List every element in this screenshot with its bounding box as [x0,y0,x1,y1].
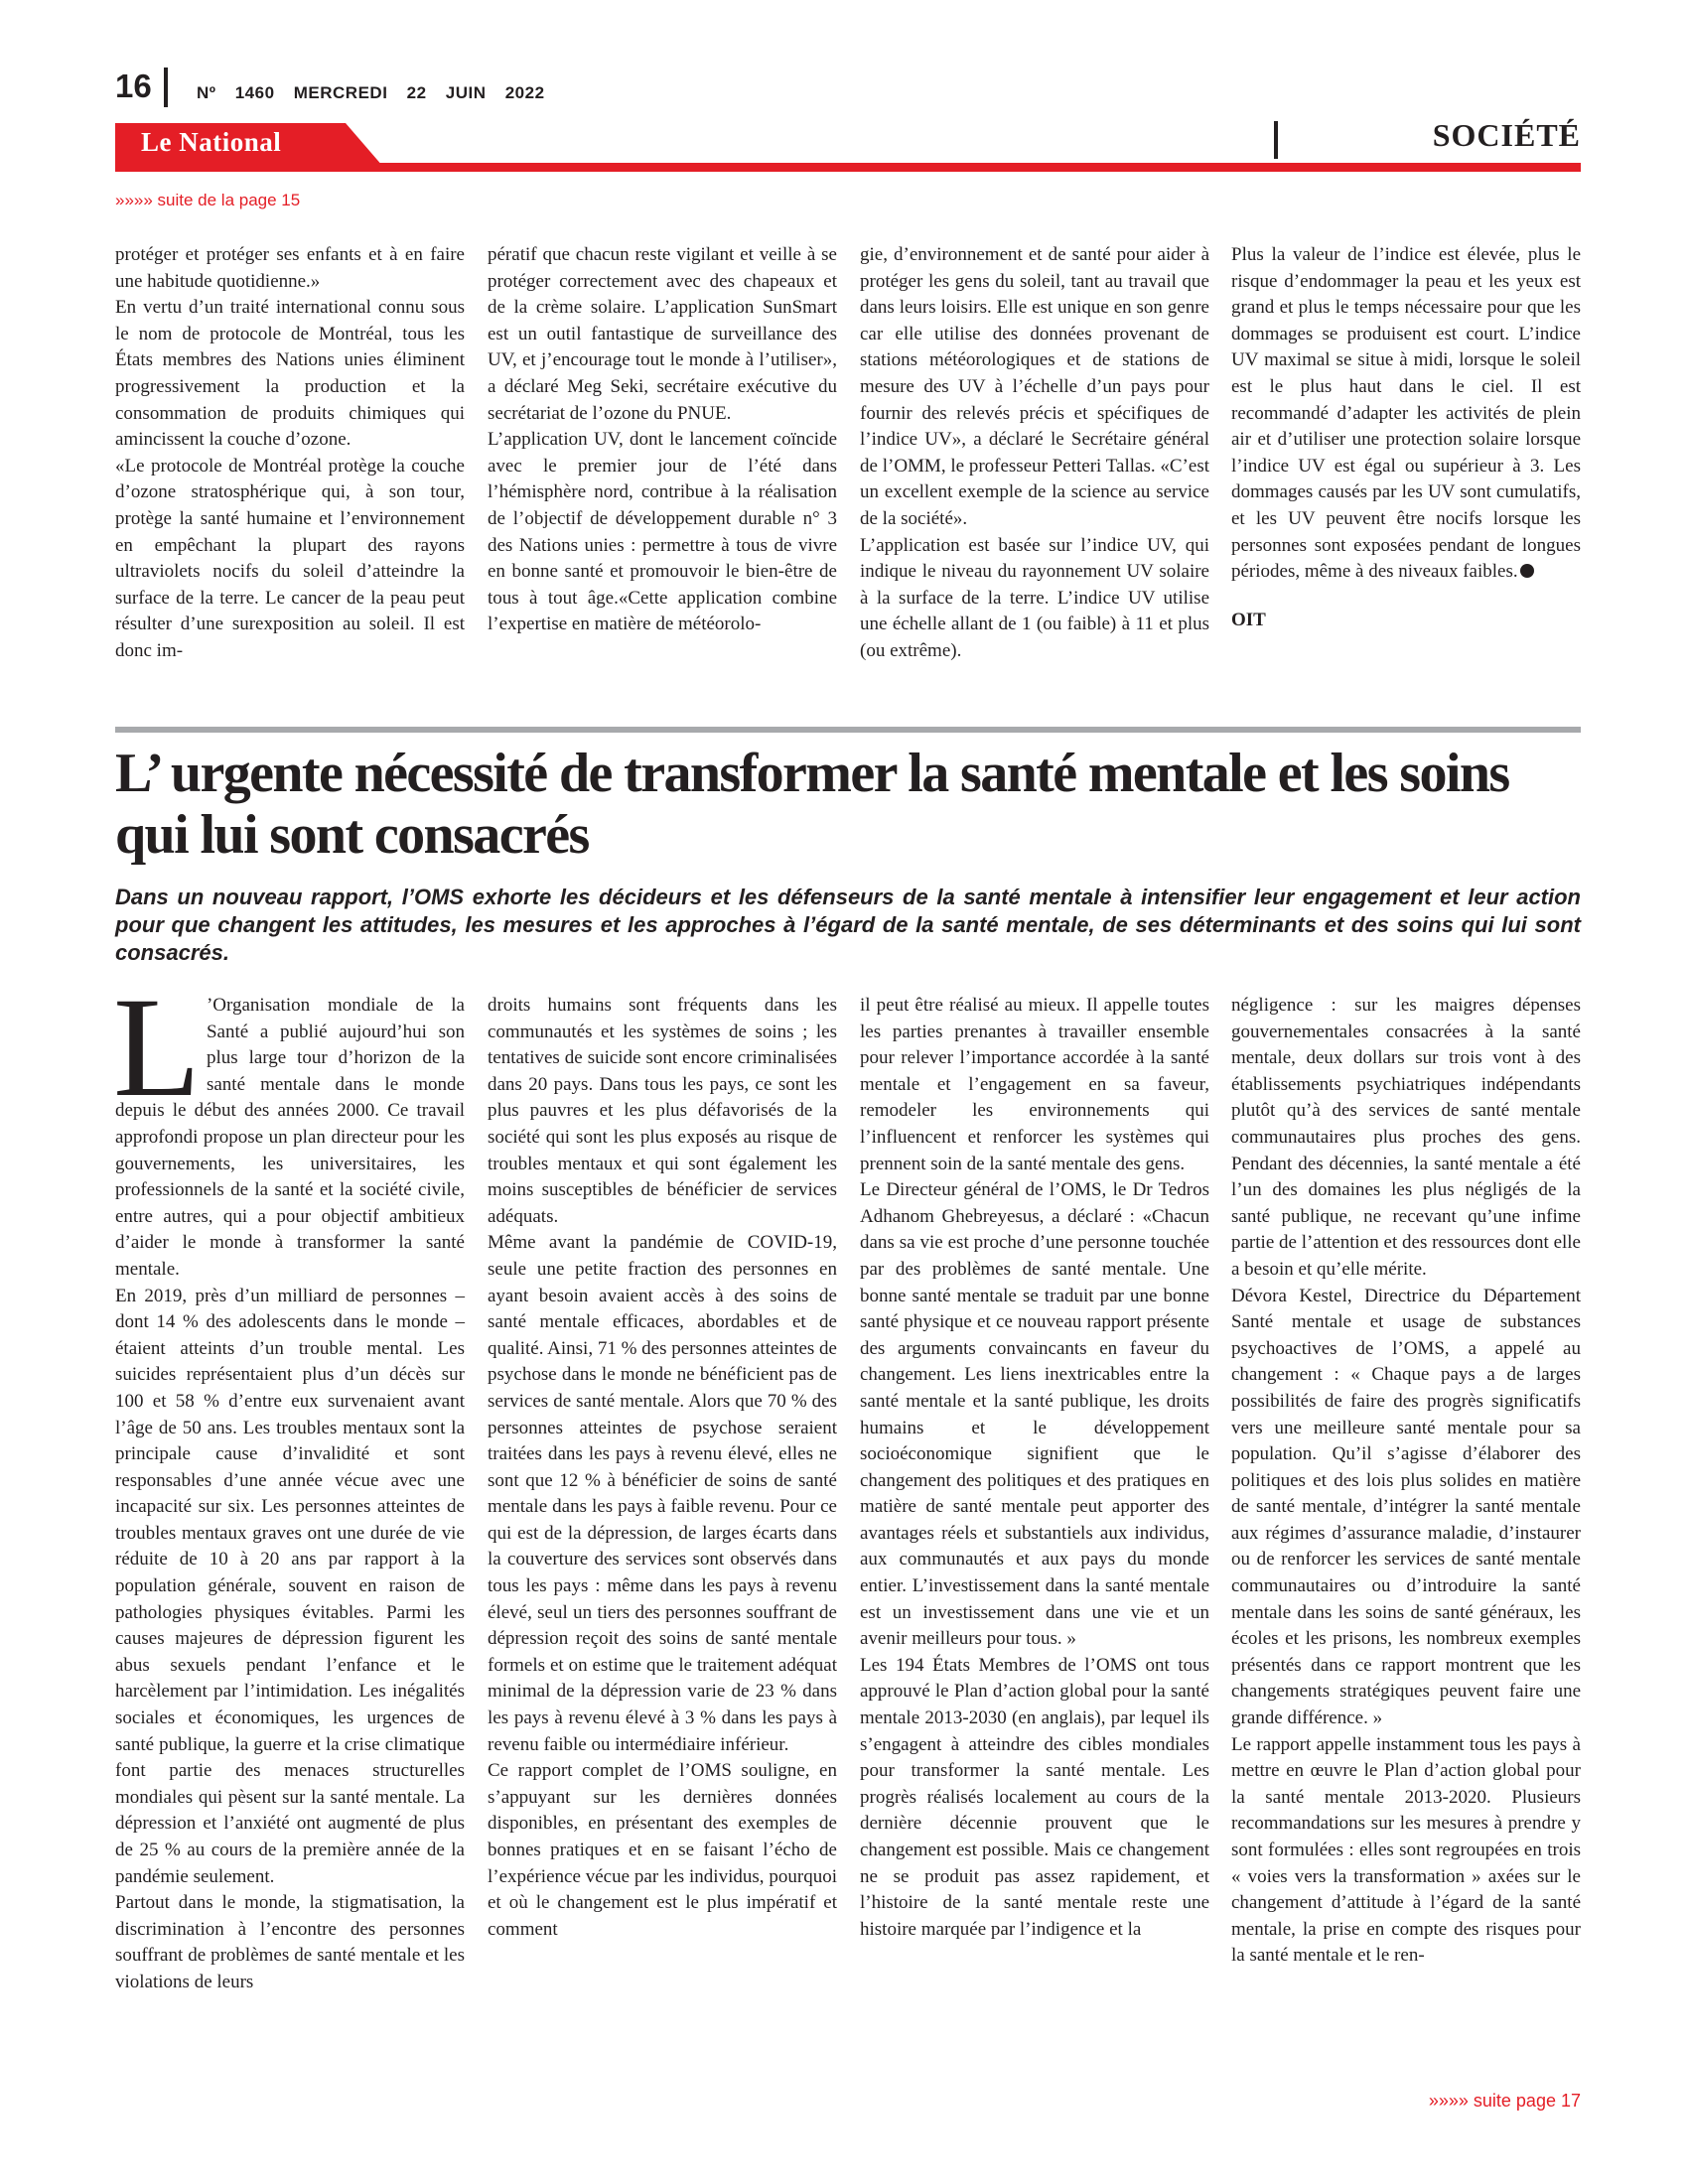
article-signature: OIT [1231,609,1266,630]
page-number: 16 [115,68,152,104]
paragraph: L’application est basée sur l’indice UV, qui indique le niveau du rayonnement UV solaire à la surface de la terre. L’indice UV utilise une échelle allant de 1 (ou faible) à 11 et plus (ou extrême). [860,534,1209,661]
continued-on-link[interactable]: »»»» suite page 17 [1428,2091,1581,2111]
article-column-3 [860,993,1209,1943]
paragraph: gie, d’environnement et de santé pour aider à protéger les gens du soleil, tant au travail que dans leurs loisirs. Elle est unique en son genre car elle utilise des données provenant de stations météorologiques et de stations de mesure des UV à l’échelle d’un pays pour fournir des relevés précis et spécifiques de l’indice UV», a déclaré le Secrétaire général de l’OMM, le professeur Petteri Tallas. «C’est un excellent exemple de la science au service de la société». [860,244,1209,529]
article-lede: Dans un nouveau rapport, l’OMS exhorte les décideurs et les défenseurs de la santé mentale à intensifier leur engagement et leur action pour que changent les attitudes, les mesures et les approches à l’égard de la santé mentale, de ses déterminants et des soins qui lui sont consacrés. [115,885,1581,965]
article-separator [115,727,1581,733]
newspaper-logo: Le National [141,127,282,157]
paragraph: Les 194 États Membres de l’OMS ont tous approuvé le Plan d’action global pour la santé mentale 2013-2030 (en anglais), par lequel ils s’engagent à atteindre des cibles mondiales pour transformer la santé mentale. Les progrès réalisés localement au cours de la dernière décennie prouvent que le changement est possible. Mais ce changement ne se produit pas assez rapidement, et l’histoire de la santé mentale reste une histoire marquée par l’indigence et la [860,1654,1209,1940]
paragraph: Même avant la pandémie de COVID-19, seule une petite fraction des personnes en ayant besoin avaient accès à des soins de santé mentale efficaces, abordables et de qualité. Ainsi, 71 % des personnes atteintes de psychose dans le monde ne bénéficient pas de services de santé mentale. Alors que 70 % des personnes atteintes de psychose seraient traitées dans les pays à revenu élevé, elles ne sont que 12 % à bénéficier de soins de santé mentale dans les pays à faible revenu. Pour ce qui est de la dépression, de larges écarts dans la couverture des services sont observés dans tous les pays : même dans les pays à revenu élevé, seul un tiers des personnes souffrant de dépression reçoit des soins de santé mentale formels et on estime que le traitement adéquat minimal de la dépression varie de 23 % dans les pays à revenu élevé à 3 % dans les pays à revenu faible ou intermédiaire inférieur. [488,1232,837,1755]
article-column-4 [1231,993,1581,1970]
article-headline: L’ urgente nécessité de transformer la santé mentale et les soins qui lui sont consacrés [115,743,1509,866]
paragraph: Le rapport appelle instamment tous les pays à mettre en œuvre le Plan d’action global pour la santé mentale 2013-2020. Plusieurs recommandations sur les mesures à prendre y sont formulées : elles sont regroupées en trois « voies vers la transformation » axées sur le changement d’attitude à l’égard de la santé mentale, la prise en compte des risques pour la santé mentale et le ren- [1231,1733,1581,1967]
paragraph-text: Plus la valeur de l’indice est élevée, plus le risque d’endommager la peau et les yeux est grand et plus le temps nécessaire pour que les dommages se produisent est court. L’indice UV maximal se situe à midi, lorsque le soleil est le plus haut dans le ciel. Il est recommandé d’adapter les activités de plein air et d’utiliser une protection solaire lorsque l’indice UV est égal ou supérieur à 3. Les dommages causés par les UV sont cumulatifs, et les UV peuvent être nocifs lorsque les personnes sont exposées pendant de longues périodes, même à des niveaux faibles. [1231,244,1581,583]
paragraph: il peut être réalisé au mieux. Il appelle toutes les parties prenantes à travailler ensemble pour relever l’importance accordée à la santé mentale et l’engagement en sa faveur, remodeler les environnements qui l’influencent et renforcer les systèmes qui prennent soin de la santé mentale des gens. [860,995,1209,1174]
prev-article-column-4 [1231,242,1581,633]
article-column-2 [488,993,837,1943]
continued-from-label: »»»» suite de la page 15 [115,191,301,209]
header-red-rule [115,163,1581,172]
end-of-article-icon [1520,564,1534,578]
paragraph: pératif que chacun reste vigilant et veille à se protéger correctement avec des chapeaux et de la crème solaire. L’application SunSmart est un outil fantastique de surveillance des UV, et j’encourage tout le monde à l’utiliser», a déclaré Meg Seki, secrétaire exécutive du secrétariat de l’ozone du PNUE. [488,244,837,424]
paragraph-text: ’Organisation mondiale de la Santé a publié aujourd’hui son plus large tour d’horizon de la santé mentale dans le monde depuis le début des années 2000. Ce travail approfondi propose un plan directeur pour les gouvernements, les universitaires, les professionnels de la santé et la société civile, entre autres, qui a pour objectif ambitieux d’aider le monde à transformer la santé mentale. [115,995,465,1280]
paragraph: En 2019, près d’un milliard de personnes – dont 14 % des adolescents dans le monde – étaient atteints d’un trouble mental. Les suicides représentaient plus d’un décès sur 100 et 58 % d’entre eux survenaient avant l’âge de 50 ans. Les troubles mentaux sont la principale cause d’invalidité et sont responsables d’une année vécue avec une incapacité sur six. Les personnes atteintes de troubles mentaux graves ont une durée de vie réduite de 10 à 20 ans par rapport à la population générale, souvent en raison de pathologies physiques évitables. Parmi les causes majeures de dépression figurent les abus sexuels pendant l’enfance et le harcèlement par l’intimidation. Les inégalités sociales et économiques, les urgences de santé publique, la guerre et la crise climatique font partie des menaces structurelles mondiales qui pèsent sur la santé mentale. La dépression et l’anxiété ont augmenté de plus de 25 % au cours de la première année de la pandémie seulement. [115,1285,465,1887]
prev-article-column-2 [488,242,837,638]
section-title: SOCIÉTÉ [1432,117,1581,153]
paragraph: négligence : sur les maigres dépenses gouvernementales consacrées à la santé mentale, deux dollars sur trois vont à des établissements psychiatriques indépendants plutôt qu’à des services de santé mentale communautaires plus proches des gens. Pendant des décennies, la santé mentale a été l’un des domaines les plus négligés de la santé publique, ne recevant qu’une infime partie de l’attention et des ressources dont elle a besoin et qu’elle mérite. [1231,995,1581,1280]
issue-date-line: Nº 1460 MERCREDI 22 JUIN 2022 [197,83,545,102]
paragraph: Le Directeur général de l’OMS, le Dr Tedros Adhanom Ghebreyesus, a déclaré : «Chacun dans sa vie est proche d’une personne touchée par des problèmes de santé mentale. Une bonne santé mentale se traduit par une bonne santé physique et ce nouveau rapport présente des arguments convaincants en faveur du changement. Les liens inextricables entre la santé mentale et la santé publique, les droits humains et le développement socioéconomique signifient que le changement des politiques et des pratiques en matière de santé mentale peut apporter des avantages réels et substantiels aux individus, aux communautés et aux pays du monde entier. L’investissement dans la santé mentale est un investissement dans une vie et un avenir meilleurs pour tous. » [860,1179,1209,1650]
section-divider [1274,121,1278,159]
prev-article-column-1 [115,242,465,665]
drop-cap: L [113,969,201,1127]
paragraph: En vertu d’un traité international connu sous le nom de protocole de Montréal, tous les États membres des Nations unies éliminent progressivement la production et la consommation de produits chimiques qui amincissent la couche d’ozone. [115,297,465,451]
page-number-divider [164,68,168,107]
paragraph: Ce rapport complet de l’OMS souligne, en s’appuyant sur les dernières données disponibles, en présentant des exemples de bonnes pratiques et en se faisant l’écho de l’expérience vécue par les individus, pourquoi et où le changement est le plus impératif et comment [488,1760,837,1940]
paragraph: L’application UV, dont le lancement coïncide avec le premier jour de l’été dans l’hémisphère nord, contribue à la réalisation de l’objectif de développement durable n° 3 des Nations unies : permettre à tous de vivre en bonne santé et promouvoir le bien-être de tous à tout âge.«Cette application combine l’expertise en matière de météorolo- [488,429,837,635]
paragraph: «Le protocole de Montréal protège la couche d’ozone stratosphérique qui, à son tour, protège la santé humaine et l’environnement en empêchant la plupart des rayons ultraviolets nocifs du soleil d’atteindre la surface de la terre. Le cancer de la peau peut résulter d’une surexposition au soleil. Il est donc im- [115,455,465,661]
paragraph: Partout dans le monde, la stigmatisation, la discrimination à l’encontre des personnes souffrant de problèmes de santé mentale et les violations de leurs [115,1892,465,1992]
paragraph: droits humains sont fréquents dans les communautés et les systèmes de soins ; les tentatives de suicide sont encore criminalisées dans 20 pays. Dans tous les pays, ce sont les plus pauvres et les plus défavorisés de la société qui sont les plus exposés au risque de troubles mentaux et qui sont également les moins susceptibles de bénéficier de services adéquats. [488,995,837,1227]
article-column-1 [113,969,465,1996]
paragraph: Dévora Kestel, Directrice du Département Santé mentale et usage de substances psychoactives de l’OMS, a appelé au changement : « Chaque pays a de larges possibilités de faire des progrès significatifs vers une meilleure santé mentale pour sa population. Qu’il s’agisse d’élaborer des politiques et des lois plus solides en matière de santé mentale, d’intégrer la santé mentale aux régimes d’assurance maladie, d’instaurer ou de renforcer les services de santé mentale communautaires ou d’introduire la santé mentale dans les soins de santé généraux, les écoles et les prisons, les nombreux exemples présentés dans ce rapport montrent que les changements stratégiques peuvent faire une grande différence. » [1231,1285,1581,1729]
paragraph: protéger et protéger ses enfants et à en faire une habitude quotidienne.» [115,244,465,292]
prev-article-column-3 [860,242,1209,665]
paragraph [113,969,465,1284]
paragraph [1231,242,1581,586]
